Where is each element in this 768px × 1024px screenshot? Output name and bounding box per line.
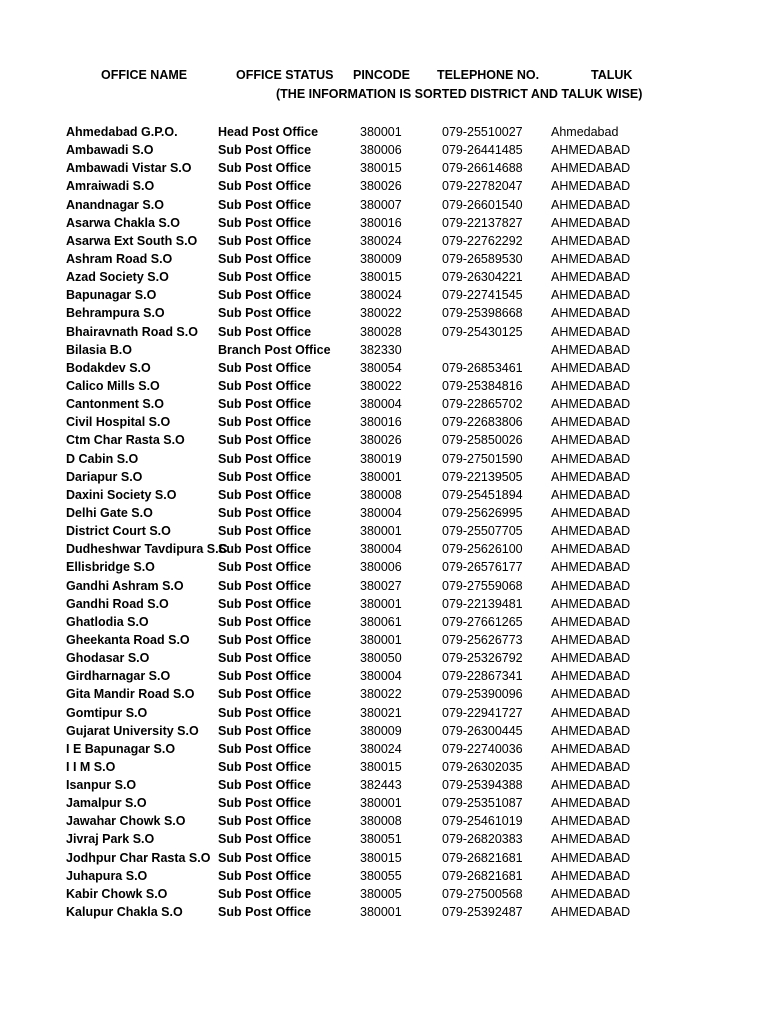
pincode-cell: 380024	[360, 233, 402, 248]
office-status-cell: Sub Post Office	[218, 814, 312, 829]
office-status-cell: Sub Post Office	[218, 741, 312, 756]
table-row	[0, 704, 768, 722]
taluk-cell: AHMEDABAD	[551, 868, 631, 883]
pincode-cell: 380024	[360, 288, 402, 303]
pincode-cell: 380008	[360, 814, 402, 829]
office-name-cell: Kabir Chowk S.O	[66, 886, 168, 901]
office-status-cell: Sub Post Office	[218, 233, 312, 248]
telephone-cell: 079-22867341	[442, 669, 523, 684]
pincode-cell: 380008	[360, 487, 402, 502]
office-status-cell: Sub Post Office	[218, 270, 312, 285]
telephone-cell: 079-25326792	[442, 651, 523, 666]
telephone-cell: 079-25626773	[442, 632, 523, 647]
table-row	[0, 468, 768, 486]
taluk-cell: AHMEDABAD	[551, 324, 631, 339]
office-name-cell: Calico Mills S.O	[66, 378, 160, 393]
office-table	[0, 123, 768, 921]
table-row	[0, 522, 768, 540]
office-name-cell: Civil Hospital S.O	[66, 415, 171, 430]
office-name-cell: Kalupur Chakla S.O	[66, 905, 183, 920]
telephone-cell: 079-26821681	[442, 868, 523, 883]
table-row	[0, 667, 768, 685]
office-name-cell: Jawahar Chowk S.O	[66, 814, 186, 829]
telephone-cell: 079-25390096	[442, 687, 523, 702]
office-name-cell: Dudheshwar Tavdipura S.C	[66, 542, 228, 557]
telephone-cell: 079-22762292	[442, 233, 523, 248]
telephone-cell: 079-22139505	[442, 469, 523, 484]
pincode-cell: 380022	[360, 378, 402, 393]
taluk-cell: AHMEDABAD	[551, 759, 631, 774]
office-name-cell: Ambawadi Vistar S.O	[66, 161, 192, 176]
pincode-cell: 380054	[360, 360, 402, 375]
taluk-cell: AHMEDABAD	[551, 451, 631, 466]
office-name-cell: I E Bapunagar S.O	[66, 741, 176, 756]
taluk-cell: AHMEDABAD	[551, 723, 631, 738]
office-status-cell: Sub Post Office	[218, 306, 312, 321]
taluk-cell: AHMEDABAD	[551, 741, 631, 756]
office-name-cell: District Court S.O	[66, 524, 171, 539]
taluk-cell: AHMEDABAD	[551, 651, 631, 666]
taluk-cell: AHMEDABAD	[551, 632, 631, 647]
pincode-cell: 380055	[360, 868, 402, 883]
office-status-cell: Sub Post Office	[218, 378, 312, 393]
table-row	[0, 631, 768, 649]
office-status-cell: Sub Post Office	[218, 143, 312, 158]
table-row	[0, 431, 768, 449]
pincode-cell: 380022	[360, 687, 402, 702]
pincode-cell: 380015	[360, 270, 402, 285]
office-status-cell: Sub Post Office	[218, 397, 312, 412]
table-row	[0, 504, 768, 522]
taluk-cell: AHMEDABAD	[551, 342, 631, 357]
table-row	[0, 214, 768, 232]
office-status-cell: Sub Post Office	[218, 632, 312, 647]
table-row	[0, 867, 768, 885]
table-row	[0, 486, 768, 504]
telephone-cell: 079-25351087	[442, 796, 523, 811]
telephone-cell: 079-22865702	[442, 397, 523, 412]
table-row	[0, 159, 768, 177]
taluk-cell: AHMEDABAD	[551, 288, 631, 303]
telephone-cell: 079-22740036	[442, 741, 523, 756]
office-status-cell: Sub Post Office	[218, 487, 312, 502]
table-row	[0, 558, 768, 576]
office-status-cell: Sub Post Office	[218, 832, 312, 847]
office-status-cell: Head Post Office	[218, 125, 319, 139]
column-header-telephone: TELEPHONE NO.	[437, 68, 540, 82]
pincode-cell: 380004	[360, 542, 402, 557]
telephone-cell: 079-27559068	[442, 578, 523, 593]
telephone-cell: 079-26304221	[442, 270, 523, 285]
office-status-cell: Sub Post Office	[218, 651, 312, 666]
office-status-cell: Branch Post Office	[218, 342, 331, 357]
telephone-cell: 079-25394388	[442, 778, 523, 793]
taluk-cell: AHMEDABAD	[551, 687, 631, 702]
pincode-cell: 380001	[360, 524, 402, 539]
office-status-cell: Sub Post Office	[218, 324, 312, 339]
office-name-cell: Bodakdev S.O	[66, 360, 151, 375]
office-name-cell: Gujarat University S.O	[66, 723, 199, 738]
office-name-cell: Jodhpur Char Rasta S.O	[66, 850, 211, 865]
office-name-cell: Amraiwadi S.O	[66, 179, 155, 194]
taluk-cell: AHMEDABAD	[551, 850, 631, 865]
table-row	[0, 885, 768, 903]
telephone-cell: 079-26589530	[442, 251, 523, 266]
telephone-cell: 079-26300445	[442, 723, 523, 738]
pincode-cell: 380004	[360, 397, 402, 412]
taluk-cell: AHMEDABAD	[551, 832, 631, 847]
table-row	[0, 304, 768, 322]
office-status-cell: Sub Post Office	[218, 560, 312, 575]
taluk-cell: AHMEDABAD	[551, 814, 631, 829]
office-status-cell: Sub Post Office	[218, 850, 312, 865]
office-name-cell: Asarwa Chakla S.O	[66, 215, 180, 230]
pincode-cell: 380006	[360, 143, 402, 158]
taluk-cell: AHMEDABAD	[551, 886, 631, 901]
telephone-cell: 079-26441485	[442, 143, 523, 158]
table-row	[0, 450, 768, 468]
table-row	[0, 758, 768, 776]
office-status-cell: Sub Post Office	[218, 288, 312, 303]
office-name-cell: Gita Mandir Road S.O	[66, 687, 195, 702]
office-name-cell: Ashram Road S.O	[66, 251, 173, 266]
office-status-cell: Sub Post Office	[218, 705, 312, 720]
table-row	[0, 830, 768, 848]
taluk-cell: AHMEDABAD	[551, 578, 631, 593]
taluk-cell: AHMEDABAD	[551, 669, 631, 684]
table-row	[0, 268, 768, 286]
pincode-cell: 380009	[360, 251, 402, 266]
table-row	[0, 232, 768, 250]
column-header-office-status: OFFICE STATUS	[236, 68, 334, 82]
taluk-cell: AHMEDABAD	[551, 251, 631, 266]
telephone-cell: 079-25398668	[442, 306, 523, 321]
pincode-cell: 382443	[360, 778, 402, 793]
telephone-cell: 079-26820383	[442, 832, 523, 847]
office-status-cell: Sub Post Office	[218, 578, 312, 593]
office-name-cell: Dariapur S.O	[66, 469, 143, 484]
taluk-cell: AHMEDABAD	[551, 378, 631, 393]
pincode-cell: 380015	[360, 759, 402, 774]
table-row	[0, 540, 768, 558]
pincode-cell: 380016	[360, 415, 402, 430]
office-status-cell: Sub Post Office	[218, 251, 312, 266]
office-status-cell: Sub Post Office	[218, 669, 312, 684]
pincode-cell: 380028	[360, 324, 402, 339]
taluk-cell: AHMEDABAD	[551, 796, 631, 811]
pincode-cell: 380022	[360, 306, 402, 321]
taluk-cell: AHMEDABAD	[551, 360, 631, 375]
taluk-cell: AHMEDABAD	[551, 778, 631, 793]
telephone-cell: 079-25451894	[442, 487, 523, 502]
pincode-cell: 380006	[360, 560, 402, 575]
taluk-cell: AHMEDABAD	[551, 505, 631, 520]
taluk-cell: AHMEDABAD	[551, 542, 631, 557]
office-status-cell: Sub Post Office	[218, 905, 312, 920]
office-status-cell: Sub Post Office	[218, 433, 312, 448]
telephone-cell: 079-25626100	[442, 542, 523, 557]
pincode-cell: 380061	[360, 614, 402, 629]
office-status-cell: Sub Post Office	[218, 524, 312, 539]
office-name-cell: Ghodasar S.O	[66, 651, 150, 666]
taluk-cell: AHMEDABAD	[551, 469, 631, 484]
telephone-cell: 079-22139481	[442, 596, 523, 611]
table-row	[0, 595, 768, 613]
table-row	[0, 250, 768, 268]
pincode-cell: 380001	[360, 905, 402, 920]
office-status-cell: Sub Post Office	[218, 415, 312, 430]
table-row	[0, 413, 768, 431]
table-row	[0, 812, 768, 830]
office-name-cell: Behrampura S.O	[66, 306, 165, 321]
office-name-cell: Ellisbridge S.O	[66, 560, 155, 575]
telephone-cell: 079-27500568	[442, 886, 523, 901]
telephone-cell: 079-26853461	[442, 360, 523, 375]
office-name-cell: Bapunagar S.O	[66, 288, 157, 303]
office-name-cell: Bhairavnath Road S.O	[66, 324, 198, 339]
taluk-cell: AHMEDABAD	[551, 143, 631, 158]
office-name-cell: Girdharnagar S.O	[66, 669, 171, 684]
office-name-cell: Jivraj Park S.O	[66, 832, 155, 847]
office-status-cell: Sub Post Office	[218, 796, 312, 811]
office-status-cell: Sub Post Office	[218, 759, 312, 774]
table-row	[0, 903, 768, 921]
telephone-cell: 079-26614688	[442, 161, 523, 176]
table-row	[0, 377, 768, 395]
pincode-cell: 380027	[360, 578, 402, 593]
pincode-cell: 382330	[360, 342, 402, 357]
pincode-cell: 380009	[360, 723, 402, 738]
taluk-cell: AHMEDABAD	[551, 270, 631, 285]
taluk-cell: AHMEDABAD	[551, 415, 631, 430]
pincode-cell: 380015	[360, 850, 402, 865]
taluk-cell: AHMEDABAD	[551, 596, 631, 611]
office-status-cell: Sub Post Office	[218, 505, 312, 520]
office-status-cell: Sub Post Office	[218, 360, 312, 375]
taluk-cell: AHMEDABAD	[551, 614, 631, 629]
pincode-cell: 380001	[360, 632, 402, 647]
pincode-cell: 380001	[360, 469, 402, 484]
telephone-cell: 079-25850026	[442, 433, 523, 448]
taluk-cell: AHMEDABAD	[551, 397, 631, 412]
taluk-cell: AHMEDABAD	[551, 306, 631, 321]
telephone-cell: 079-26302035	[442, 759, 523, 774]
office-name-cell: Daxini Society S.O	[66, 487, 177, 502]
office-status-cell: Sub Post Office	[218, 161, 312, 176]
office-status-cell: Sub Post Office	[218, 596, 312, 611]
taluk-cell: AHMEDABAD	[551, 560, 631, 575]
table-row	[0, 323, 768, 341]
table-row	[0, 286, 768, 304]
telephone-cell: 079-25430125	[442, 324, 523, 339]
pincode-cell: 380004	[360, 505, 402, 520]
pincode-cell: 380001	[360, 596, 402, 611]
pincode-cell: 380005	[360, 886, 402, 901]
taluk-cell: AHMEDABAD	[551, 705, 631, 720]
office-status-cell: Sub Post Office	[218, 886, 312, 901]
table-row	[0, 341, 768, 359]
office-name-cell: Ahmedabad G.P.O.	[66, 125, 178, 139]
office-name-cell: Ambawadi S.O	[66, 143, 154, 158]
office-name-cell: D Cabin S.O	[66, 451, 139, 466]
table-row	[0, 776, 768, 794]
taluk-cell: AHMEDABAD	[551, 197, 631, 212]
office-status-cell: Sub Post Office	[218, 469, 312, 484]
table-row	[0, 577, 768, 595]
pincode-cell: 380016	[360, 215, 402, 230]
column-header-pincode: PINCODE	[353, 68, 410, 82]
pincode-cell: 380026	[360, 433, 402, 448]
table-row	[0, 123, 768, 141]
telephone-cell: 079-26821681	[442, 850, 523, 865]
table-row	[0, 649, 768, 667]
taluk-cell: AHMEDABAD	[551, 161, 631, 176]
pincode-cell: 380050	[360, 651, 402, 666]
office-name-cell: Juhapura S.O	[66, 868, 148, 883]
office-name-cell: Isanpur S.O	[66, 778, 137, 793]
office-name-cell: Gheekanta Road S.O	[66, 632, 190, 647]
office-name-cell: Anandnagar S.O	[66, 197, 164, 212]
pincode-cell: 380004	[360, 669, 402, 684]
office-name-cell: Delhi Gate S.O	[66, 505, 153, 520]
table-row	[0, 685, 768, 703]
pincode-cell: 380019	[360, 451, 402, 466]
telephone-cell: 079-22741545	[442, 288, 523, 303]
office-name-cell: I I M S.O	[66, 759, 116, 774]
pincode-cell: 380051	[360, 832, 402, 847]
telephone-cell: 079-22782047	[442, 179, 523, 194]
telephone-cell: 079-25626995	[442, 505, 523, 520]
office-status-cell: Sub Post Office	[218, 723, 312, 738]
table-row	[0, 794, 768, 812]
office-name-cell: Ctm Char Rasta S.O	[66, 433, 185, 448]
office-name-cell: Jamalpur S.O	[66, 796, 147, 811]
office-status-cell: Sub Post Office	[218, 179, 312, 194]
office-name-cell: Gandhi Ashram S.O	[66, 578, 184, 593]
pincode-cell: 380001	[360, 125, 402, 139]
table-row	[0, 613, 768, 631]
taluk-cell: AHMEDABAD	[551, 215, 631, 230]
pincode-cell: 380015	[360, 161, 402, 176]
sort-note: (THE INFORMATION IS SORTED DISTRICT AND TALUK WISE)	[276, 87, 643, 101]
office-name-cell: Azad Society S.O	[66, 270, 169, 285]
taluk-cell: AHMEDABAD	[551, 905, 631, 920]
table-row	[0, 722, 768, 740]
office-status-cell: Sub Post Office	[218, 451, 312, 466]
telephone-cell: 079-25510027	[442, 125, 523, 139]
taluk-cell: AHMEDABAD	[551, 433, 631, 448]
telephone-cell: 079-25507705	[442, 524, 523, 539]
office-status-cell: Sub Post Office	[218, 614, 312, 629]
taluk-cell: AHMEDABAD	[551, 524, 631, 539]
taluk-cell: AHMEDABAD	[551, 179, 631, 194]
office-status-cell: Sub Post Office	[218, 542, 312, 557]
telephone-cell: 079-25461019	[442, 814, 523, 829]
telephone-cell: 079-22683806	[442, 415, 523, 430]
taluk-cell: AHMEDABAD	[551, 233, 631, 248]
table-row	[0, 740, 768, 758]
pincode-cell: 380026	[360, 179, 402, 194]
office-name-cell: Gomtipur S.O	[66, 705, 148, 720]
telephone-cell: 079-27501590	[442, 451, 523, 466]
pincode-cell: 380007	[360, 197, 402, 212]
table-row	[0, 395, 768, 413]
telephone-cell: 079-25392487	[442, 905, 523, 920]
telephone-cell: 079-27661265	[442, 614, 523, 629]
pincode-cell: 380024	[360, 741, 402, 756]
table-row	[0, 196, 768, 214]
office-status-cell: Sub Post Office	[218, 687, 312, 702]
office-status-cell: Sub Post Office	[218, 868, 312, 883]
column-header-taluk: TALUK	[591, 68, 633, 82]
telephone-cell: 079-22941727	[442, 705, 523, 720]
office-name-cell: Asarwa Ext South S.O	[66, 233, 198, 248]
table-row	[0, 359, 768, 377]
office-status-cell: Sub Post Office	[218, 197, 312, 212]
table-row	[0, 141, 768, 159]
taluk-cell: AHMEDABAD	[551, 487, 631, 502]
taluk-cell: Ahmedabad	[551, 125, 619, 139]
telephone-cell: 079-22137827	[442, 215, 523, 230]
office-status-cell: Sub Post Office	[218, 215, 312, 230]
office-name-cell: Cantonment S.O	[66, 397, 164, 412]
column-header-office-name: OFFICE NAME	[101, 68, 188, 82]
office-name-cell: Ghatlodia S.O	[66, 614, 149, 629]
telephone-cell: 079-26601540	[442, 197, 523, 212]
office-status-cell: Sub Post Office	[218, 778, 312, 793]
pincode-cell: 380001	[360, 796, 402, 811]
table-row	[0, 849, 768, 867]
pincode-cell: 380021	[360, 705, 402, 720]
table-row	[0, 177, 768, 195]
office-name-cell: Bilasia B.O	[66, 342, 132, 357]
telephone-cell: 079-25384816	[442, 378, 523, 393]
office-name-cell: Gandhi Road S.O	[66, 596, 169, 611]
telephone-cell: 079-26576177	[442, 560, 523, 575]
